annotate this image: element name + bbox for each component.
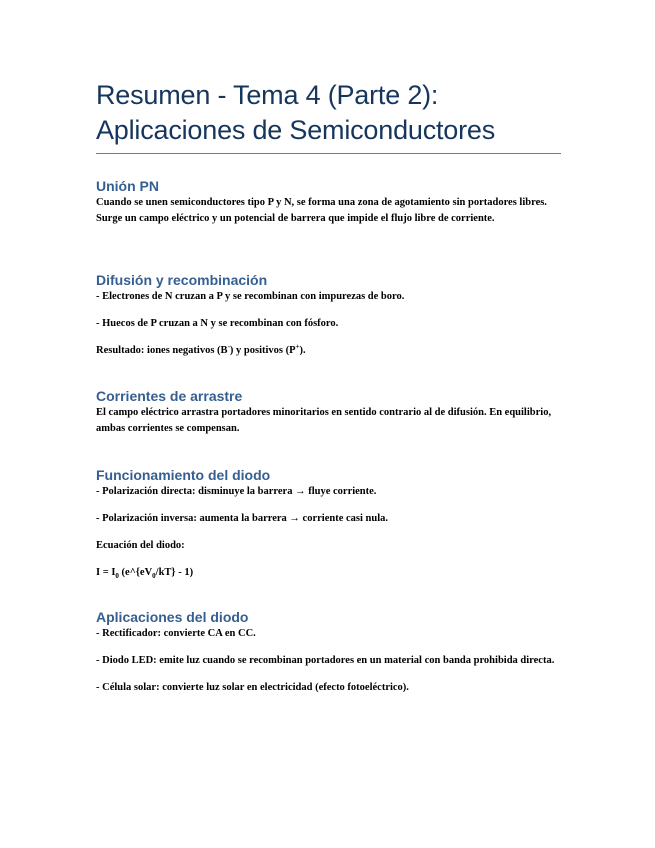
equation-subscript: 0	[115, 572, 119, 581]
section-difusion	[96, 271, 561, 359]
document-title	[96, 78, 561, 148]
section-line: - Huecos de P cruzan a N y se recombinan con fósforo.	[96, 318, 339, 329]
section-line: - Electrones de N cruzan a P y se recombinan con impurezas de boro.	[96, 291, 405, 302]
result-text: ).	[299, 345, 306, 356]
equation-subscript: 0	[152, 572, 156, 581]
title-line-1: Resumen - Tema 4 (Parte 2):	[96, 80, 439, 110]
document-page	[96, 78, 561, 693]
section-heading: Corrientes de arrastre	[96, 388, 243, 404]
section-heading: Difusión y recombinación	[96, 272, 268, 288]
section-line: - Célula solar: convierte luz solar en electricidad (efecto fotoeléctrico).	[96, 682, 409, 693]
section-paragraph: Cuando se unen semiconductores tipo P y N, se forma una zona de agotamiento sin portadores libres. Surge un campo eléctrico y un potencial de barrera que impide el flujo libre de corriente.	[96, 197, 547, 224]
result-text: ) y positivos (P	[229, 345, 296, 356]
section-heading: Aplicaciones del diodo	[96, 609, 249, 625]
title-line-2: Aplicaciones de Semiconductores	[96, 115, 496, 145]
section-line: - Rectificador: convierte CA en CC.	[96, 628, 256, 639]
section-line: - Polarización directa: disminuye la barrera → fluye corriente.	[96, 486, 377, 497]
equation-text: (e^{eV	[118, 567, 153, 578]
equation-text: /kT} - 1)	[155, 567, 194, 578]
equation-text: I = I	[96, 567, 116, 578]
charge-superscript: -	[227, 342, 230, 351]
result-text: Resultado: iones negativos (B	[96, 345, 228, 356]
section-line: - Polarización inversa: aumenta la barrera → corriente casi nula.	[96, 513, 389, 524]
section-funcionamiento	[96, 466, 561, 581]
section-heading: Unión PN	[96, 178, 159, 194]
title-divider	[96, 153, 561, 154]
section-line: Ecuación del diodo:	[96, 540, 185, 551]
section-paragraph: El campo eléctrico arrastra portadores minoritarios en sentido contrario al de difusión. En equilibrio, ambas corrientes se compensan.	[96, 407, 552, 434]
section-line: - Diodo LED: emite luz cuando se recombinan portadores en un material con banda prohibida directa.	[96, 655, 555, 666]
section-corrientes	[96, 387, 561, 437]
charge-superscript: +	[295, 342, 300, 351]
section-union-pn	[96, 177, 561, 227]
section-result-line	[96, 343, 561, 359]
diode-equation	[96, 565, 561, 581]
section-heading: Funcionamiento del diodo	[96, 467, 271, 483]
section-aplicaciones	[96, 608, 561, 696]
